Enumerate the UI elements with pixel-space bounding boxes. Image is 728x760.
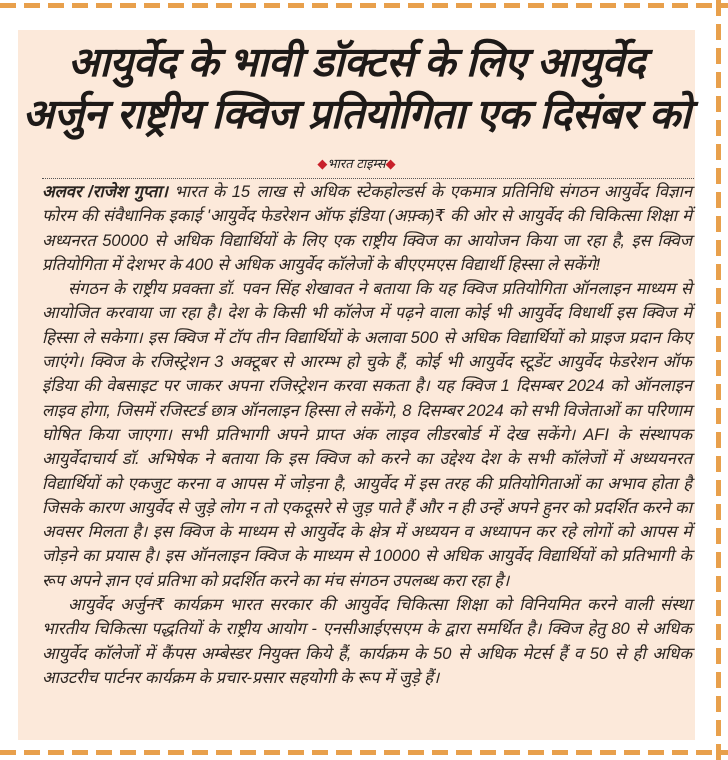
source-label	[18, 154, 695, 172]
headline-line-1: आयुर्वेद के भावी डॉक्टर्स के लिए आयुर्वेद	[67, 39, 646, 85]
headline-line-2: अर्जुन राष्ट्रीय क्विज प्रतियोगिता एक दिसंबर को	[22, 91, 691, 137]
headline	[18, 36, 695, 140]
diamond-icon: ◆	[385, 156, 396, 171]
diamond-icon: ◆	[317, 156, 328, 171]
paragraph-1	[42, 180, 692, 277]
source-name: भारत टाइम्स	[327, 156, 386, 171]
divider	[42, 178, 694, 179]
article-body	[42, 180, 692, 690]
byline: अलवर /राजेश गुप्ता।	[42, 183, 168, 201]
paragraph-1-text: भारत के 15 लाख से अधिक स्टेकहोल्डर्स के एकमात्र प्रतिनिधि संगठन आयुर्वेद विज्ञान फोरम की संवैधानिक इकाई 'आयुर्वेद फेडरेशन ऑफ इंडिया (अफ़्क)₹ की ओर से आयुर्वेद की चिकित्सा शिक्षा में अध्यनरत 50000 से अधिक विद्यार्थियों के लिए एक राष्ट्रीय क्विज का आयोजन किया जा रहा है, इस क्विज प्रतियोगिता में देशभर के 400 से अधिक आयुर्वेद कॉलेजों के बीएएमएस विद्यार्थी हिस्सा ले सकेंगे!	[42, 183, 692, 274]
news-clipping	[18, 30, 695, 740]
dashed-border-right	[716, 0, 721, 760]
dashed-border-bottom	[0, 750, 728, 755]
dashed-border-top	[0, 3, 728, 8]
paragraph-3: आयुर्वेद अर्जुन₹ कार्यक्रम भारत सरकार की आयुर्वेद चिकित्सा शिक्षा को विनियमित करने वाली संस्था भारतीय चिकित्सा पद्धतियों के राष्ट्रीय आयोग - एनसीआईएसएम के द्वारा समर्थित है। क्विज हेतु 80 से अधिक आयुर्वेद कॉलेजों में कैंपस अम्बेस्डर नियुक्त किये हैं, कार्यक्रम के 50 से अधिक मेटर्स हैं व 50 से ही अधिक आउटरीच पार्टनर कार्यक्रम के प्रचार-प्रसार सहयोगी के रूप में जुड़े हैं।	[42, 596, 692, 687]
paragraph-2: संगठन के राष्ट्रीय प्रवक्ता डॉ. पवन सिंह शेखावत ने बताया कि यह क्विज प्रतियोगिता ऑनलाइन माध्यम से आयोजित करवाया जा रहा है। देश के किसी भी कॉलेज में पढ़ने वाला कोई भी आयुर्वेद विधार्थी इस क्विज में हिस्सा ले सकेगा। इस क्विज में टॉप तीन विद्यार्थियों के अलावा 500 से अधिक विद्यार्थियों को प्राइज प्रदान किए जाएंगे। क्विज के रजिस्ट्रेशन 3 अक्टूबर से आरम्भ हो चुके हैं, कोई भी आयुर्वेद स्टूडेंट आयुर्वेद फेडरेशन ऑफ इंडिया की वेबसाइट पर जाकर अपना रजिस्ट्रेशन करवा सकता है। यह क्विज 1 दिसम्बर 2024 को ऑनलाइन लाइव होगा, जिसमें रजिस्टर्ड छात्र ऑनलाइन हिस्सा ले सकेंगे, 8 दिसम्बर 2024 को सभी विजेताओं का परिणाम घोषित किया जाएगा। सभी प्रतिभागी अपने प्राप्त अंक लाइव लीडरबोर्ड में देख सकेंगे। AFI के संस्थापक आयुर्वेदाचार्य डॉ. अभिषेक ने बताया कि इस क्विज को करने का उद्देश्य देश के सभी कॉलेजों में अध्ययनरत विद्यार्थियों को एकजुट करना व आपस में जोड़ना है, आयुर्वेद में इस तरह की प्रतियोगिताओं का अभाव होता है जिसके कारण आयुर्वेद से जुड़े लोग न तो एकदूसरे से जुड़ पाते हैं और न ही उन्हें अपने हुनर को प्रदर्शित करने का अवसर मिलता है। इस क्विज के माध्यम से आयुर्वेद के क्षेत्र में अध्ययन व अध्यापन कर रहे लोगों को आपस में जोड़ने का प्रयास है। इस ऑनलाइन क्विज के माध्यम से 10000 से अधिक आयुर्वेद विद्यार्थियों को प्रतिभागी के रूप अपने ज्ञान एवं प्रतिभा को प्रदर्शित करने का मंच संगठन उपलब्ध करा रहा है।	[42, 280, 692, 590]
